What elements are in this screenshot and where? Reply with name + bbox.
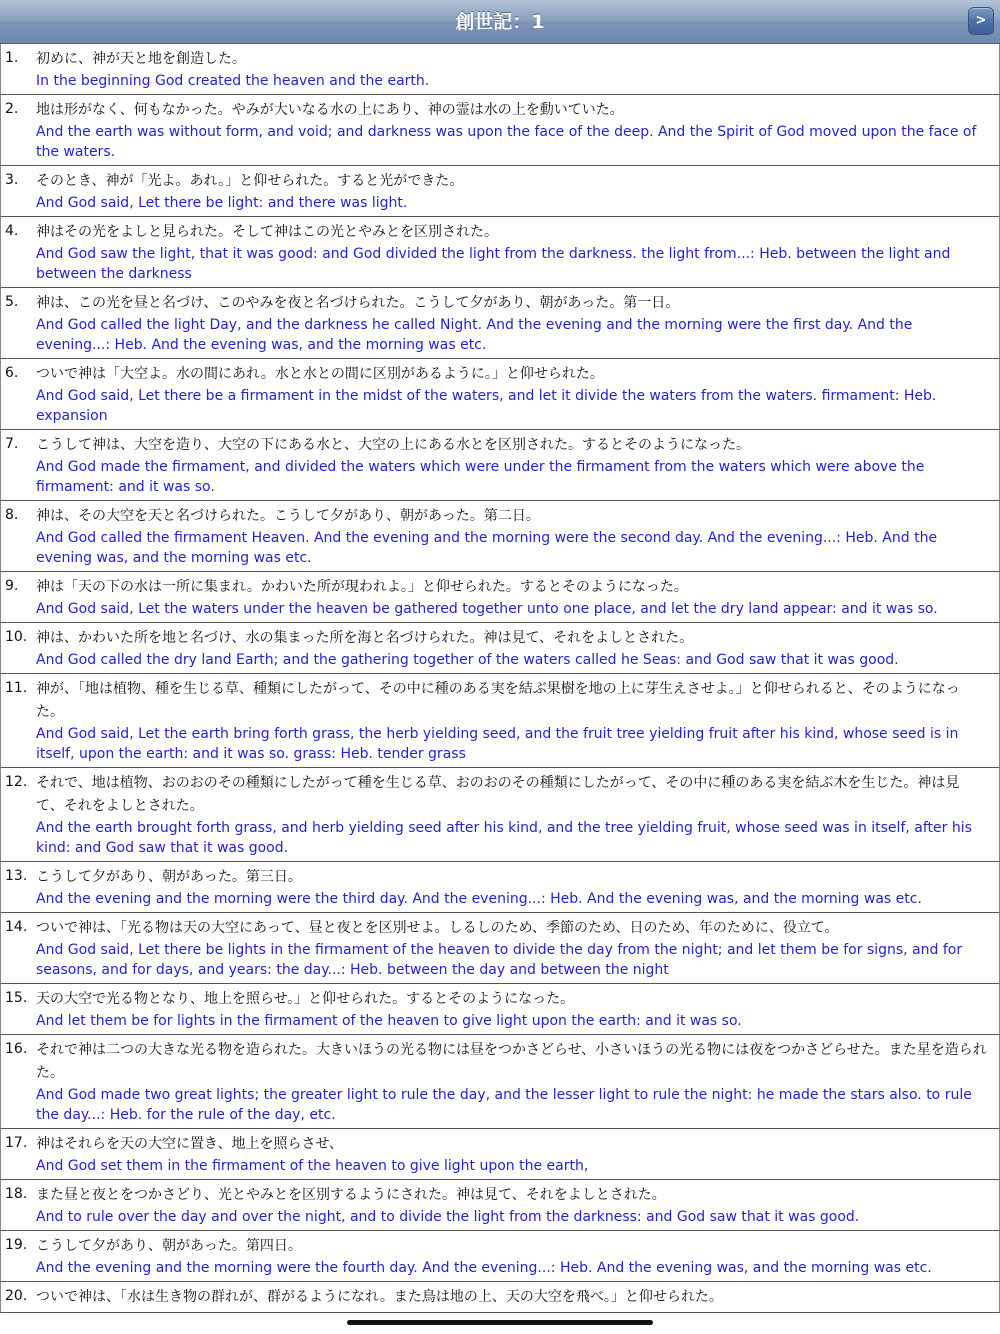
verse-row[interactable]: [0, 95, 1000, 166]
verse-number: 14.: [5, 919, 28, 935]
verse-list[interactable]: [0, 44, 1000, 1334]
verse-english-text: And God set them in the firmament of the heaven to give light upon the earth,: [36, 1158, 589, 1174]
verse-number: 5.: [5, 294, 19, 310]
verse-japanese-text: こうして神は、大空を造り、大空の下にある水と、大空の上にある水とを区別された。するとそのようになった。: [36, 437, 750, 453]
verse-number: 18.: [5, 1186, 28, 1202]
verse-english-text: And God said, Let the earth bring forth grass, the herb yielding seed, and the fruit tree yielding fruit after his kind, whose seed is in itself, upon the earth: and it was so. grass: Heb. tender grass: [36, 726, 959, 762]
verse-japanese-text: ついで神は「大空よ。水の間にあれ。水と水との間に区別があるように。」と仰せられた。: [36, 366, 604, 382]
verse-english-text: And God made the firmament, and divided the waters which were under the firmament from the waters which were above the firmament: and it was so.: [36, 459, 925, 495]
verse-number: 19.: [5, 1237, 28, 1253]
verse-japanese-text: それで、地は植物、おのおのその種類にしたがって種を生じる草、おのおのその種類にしたがって、その中に種のある実を結ぶ木を生じた。神は見て、それをよしとされた。: [36, 775, 960, 814]
verse-row[interactable]: [0, 217, 1000, 288]
verse-row[interactable]: [0, 501, 1000, 572]
verse-japanese-text: ついで神は、「光る物は天の大空にあって、昼と夜とを区別せよ。しるしのため、季節のため、日のため、年のために、役立て。: [36, 920, 839, 936]
verse-japanese-text: 神はそれらを天の大空に置き、地上を照らさせ、: [36, 1136, 344, 1152]
verse-japanese-text: こうして夕があり、朝があった。第四日。: [36, 1238, 302, 1254]
verse-english-text: And God said, Let there be light: and there was light.: [36, 195, 408, 211]
verse-japanese-text: また昼と夜とをつかさどり、光とやみとを区別するようにされた。神は見て、それをよしとされた。: [36, 1187, 666, 1203]
verse-english-text: And God called the dry land Earth; and the gathering together of the waters called he Seas: and God saw that it was good.: [36, 652, 899, 668]
verse-english-text: And God said, Let the waters under the heaven be gathered together unto one place, and let the dry land appear: and it was so.: [36, 601, 938, 617]
verse-row[interactable]: [0, 572, 1000, 623]
verse-number: 8.: [5, 507, 19, 523]
verse-english-text: And the evening and the morning were the third day. And the evening...: Heb. And the evening was, and the morning was etc.: [36, 891, 922, 907]
verse-japanese-text: 天の大空で光る物となり、地上を照らせ。」と仰せられた。するとそのようになった。: [36, 991, 575, 1007]
verse-english-text: And the earth brought forth grass, and herb yielding seed after his kind, and the tree yielding fruit, whose seed was in itself, after his kind: and God saw that it was good.: [36, 820, 972, 856]
verse-row[interactable]: [0, 1035, 1000, 1129]
verse-japanese-text: それで神は二つの大きな光る物を造られた。大きいほうの光る物には昼をつかさどらせ、小さいほうの光る物には夜をつかさどらせた。また星を造られた。: [36, 1042, 987, 1081]
verse-english-text: And to rule over the day and over the night, and to divide the light from the darkness: and God saw that it was good.: [36, 1209, 860, 1225]
verse-japanese-text: 初めに、神が天と地を創造した。: [36, 51, 246, 67]
verse-row[interactable]: [0, 1129, 1000, 1180]
verse-row[interactable]: [0, 288, 1000, 359]
verse-number: 7.: [5, 436, 19, 452]
verse-number: 3.: [5, 172, 19, 188]
verse-english-text: In the beginning God created the heaven and the earth.: [36, 73, 430, 89]
verse-japanese-text: ついで神は、「水は生き物の群れが、群がるようになれ。また鳥は地の上、天の大空を飛べ。」と仰せられた。: [36, 1289, 723, 1305]
verse-row[interactable]: [0, 359, 1000, 430]
verse-english-text: And God called the firmament Heaven. And the evening and the morning were the second day. And the evening...: Heb. And the evening was, and the morning was etc.: [36, 530, 938, 566]
verse-english-text: And God saw the light, that it was good: and God divided the light from the darkness. the light from...: Heb. between the light and between the darkness: [36, 246, 951, 282]
verse-row[interactable]: [0, 166, 1000, 217]
verse-number: 2.: [5, 101, 19, 117]
verse-english-text: And God called the light Day, and the darkness he called Night. And the evening and the morning were the first day. And the evening...: Heb. And the evening was, and the morning was etc.: [36, 317, 913, 353]
verse-number: 12.: [5, 774, 28, 790]
verse-row[interactable]: [0, 623, 1000, 674]
verse-japanese-text: 神は、その大空を天と名づけられた。こうして夕があり、朝があった。第二日。: [36, 508, 540, 524]
verse-row[interactable]: [0, 984, 1000, 1035]
verse-english-text: And God said, Let there be lights in the firmament of the heaven to divide the day from the night; and let them be for signs, and for seasons, and for days, and years: the day...: Heb. between the day and between the night: [36, 942, 963, 978]
verse-english-text: And the earth was without form, and void; and darkness was upon the face of the deep. And the Spirit of God moved upon the face of the waters.: [36, 124, 977, 160]
verse-row[interactable]: [0, 674, 1000, 768]
verse-japanese-text: 神が、「地は植物、種を生じる草、種類にしたがって、その中に種のある実を結ぶ果樹を地の上に芽生えさせよ。」と仰せられると、そのようになった。: [36, 681, 960, 720]
verse-number: 6.: [5, 365, 19, 381]
verse-row[interactable]: [0, 1180, 1000, 1231]
verse-japanese-text: 神は、この光を昼と名づけ、このやみを夜と名づけられた。こうして夕があり、朝があった。第一日。: [36, 295, 680, 311]
page-title: 創世記：1: [455, 11, 545, 33]
verse-number: 10.: [5, 629, 28, 645]
verse-english-text: And the evening and the morning were the fourth day. And the evening...: Heb. And the evening was, and the morning was etc.: [36, 1260, 932, 1276]
verse-english-text: And let them be for lights in the firmament of the heaven to give light upon the earth: and it was so.: [36, 1013, 742, 1029]
verse-row[interactable]: [0, 1282, 1000, 1313]
verse-japanese-text: 神はその光をよしと見られた。そして神はこの光とやみとを区別された。: [36, 224, 498, 240]
verse-number: 13.: [5, 868, 28, 884]
verse-row[interactable]: [0, 913, 1000, 984]
verse-row[interactable]: [0, 430, 1000, 501]
verse-number: 1.: [5, 50, 19, 66]
verse-row[interactable]: [0, 862, 1000, 913]
verse-japanese-text: そのとき、神が「光よ。あれ。」と仰せられた。すると光ができた。: [36, 173, 464, 189]
verse-japanese-text: 神は、かわいた所を地と名づけ、水の集まった所を海と名づけられた。神は見て、それをよしとされた。: [36, 630, 694, 646]
verse-number: 4.: [5, 223, 19, 239]
verse-number: 15.: [5, 990, 28, 1006]
verse-number: 9.: [5, 578, 19, 594]
verse-japanese-text: 地は形がなく、何もなかった。やみが大いなる水の上にあり、神の霊は水の上を動いていた。: [36, 102, 624, 118]
verse-japanese-text: こうして夕があり、朝があった。第三日。: [36, 869, 302, 885]
verse-japanese-text: 神は「天の下の水は一所に集まれ。かわいた所が現われよ。」と仰せられた。するとそのようになった。: [36, 579, 688, 595]
next-chapter-button[interactable]: >: [968, 7, 994, 35]
verse-english-text: And God made two great lights; the greater light to rule the day, and the lesser light to rule the night: he made the stars also. to rule the day...: Heb. for the rule of the day, etc.: [36, 1087, 972, 1123]
verse-number: 11.: [5, 680, 28, 696]
verse-row[interactable]: [0, 44, 1000, 95]
verse-row[interactable]: [0, 1231, 1000, 1282]
verse-number: 17.: [5, 1135, 28, 1151]
home-indicator: [347, 1320, 653, 1325]
navigation-bar: [0, 0, 1000, 44]
verse-english-text: And God said, Let there be a firmament in the midst of the waters, and let it divide the waters from the waters. firmament: Heb. expansion: [36, 388, 937, 424]
verse-row[interactable]: [0, 768, 1000, 862]
verse-number: 20.: [5, 1288, 28, 1304]
verse-number: 16.: [5, 1041, 28, 1057]
